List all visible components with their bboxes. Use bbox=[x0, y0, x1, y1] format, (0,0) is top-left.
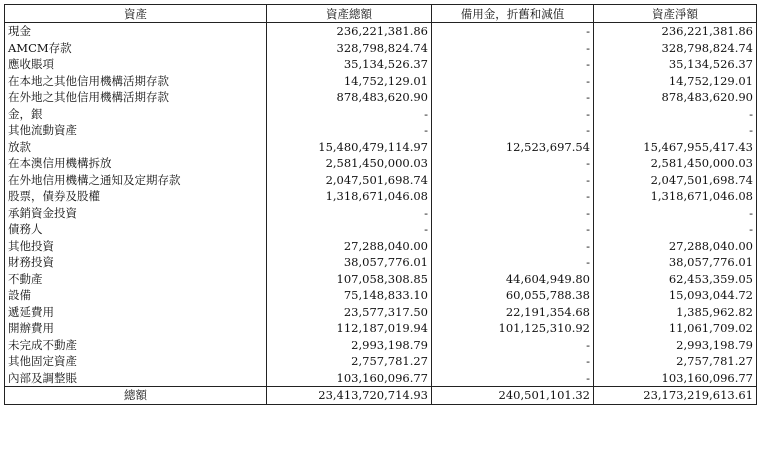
row-label: 債務人 bbox=[5, 221, 267, 238]
row-provisions: - bbox=[432, 254, 594, 271]
row-label: 金，銀 bbox=[5, 106, 267, 123]
table-row bbox=[5, 337, 757, 354]
row-provisions: - bbox=[432, 172, 594, 189]
table-row bbox=[5, 106, 757, 123]
row-provisions: 60,055,788.38 bbox=[432, 287, 594, 304]
row-label: AMCM存款 bbox=[5, 40, 267, 57]
row-net: 2,047,501,698.74 bbox=[594, 172, 757, 189]
row-gross: 112,187,019.94 bbox=[267, 320, 432, 337]
table-row bbox=[5, 73, 757, 90]
row-gross: 38,057,776.01 bbox=[267, 254, 432, 271]
row-gross: 2,047,501,698.74 bbox=[267, 172, 432, 189]
row-net: 103,160,096.77 bbox=[594, 370, 757, 387]
table-row bbox=[5, 271, 757, 288]
row-label: 內部及調整賬 bbox=[5, 370, 267, 387]
row-gross: - bbox=[267, 205, 432, 222]
row-provisions: - bbox=[432, 353, 594, 370]
row-net: 11,061,709.02 bbox=[594, 320, 757, 337]
assets-table bbox=[4, 4, 757, 405]
table-row bbox=[5, 304, 757, 321]
row-provisions: - bbox=[432, 155, 594, 172]
row-provisions: - bbox=[432, 122, 594, 139]
row-net: 2,581,450,000.03 bbox=[594, 155, 757, 172]
table-row bbox=[5, 56, 757, 73]
row-label: 其他流動資產 bbox=[5, 122, 267, 139]
row-net: 15,093,044.72 bbox=[594, 287, 757, 304]
row-provisions: - bbox=[432, 89, 594, 106]
row-net: 27,288,040.00 bbox=[594, 238, 757, 255]
row-gross: 35,134,526.37 bbox=[267, 56, 432, 73]
table-row bbox=[5, 139, 757, 156]
total-gross: 23,413,720,714.93 bbox=[267, 387, 432, 405]
row-label: 財務投資 bbox=[5, 254, 267, 271]
row-label: 在外地信用機構之通知及定期存款 bbox=[5, 172, 267, 189]
table-row bbox=[5, 205, 757, 222]
row-gross: - bbox=[267, 106, 432, 123]
header-gross: 資產總額 bbox=[267, 5, 432, 23]
row-net: 15,467,955,417.43 bbox=[594, 139, 757, 156]
total-net: 23,173,219,613.61 bbox=[594, 387, 757, 405]
header-asset: 資產 bbox=[5, 5, 267, 23]
table-row bbox=[5, 254, 757, 271]
row-label: 在外地之其他信用機構活期存款 bbox=[5, 89, 267, 106]
table-body bbox=[5, 23, 757, 387]
row-label: 其他投資 bbox=[5, 238, 267, 255]
table-row bbox=[5, 221, 757, 238]
row-provisions: - bbox=[432, 73, 594, 90]
row-gross: 2,581,450,000.03 bbox=[267, 155, 432, 172]
row-label: 放款 bbox=[5, 139, 267, 156]
row-gross: 2,757,781.27 bbox=[267, 353, 432, 370]
row-provisions: - bbox=[432, 205, 594, 222]
total-provisions: 240,501,101.32 bbox=[432, 387, 594, 405]
row-label: 在本澳信用機構拆放 bbox=[5, 155, 267, 172]
header-provisions: 備用金，折舊和減值 bbox=[432, 5, 594, 23]
row-net: - bbox=[594, 221, 757, 238]
row-label: 在本地之其他信用機構活期存款 bbox=[5, 73, 267, 90]
table-row bbox=[5, 353, 757, 370]
table-row bbox=[5, 188, 757, 205]
row-net: 1,318,671,046.08 bbox=[594, 188, 757, 205]
row-net: 2,757,781.27 bbox=[594, 353, 757, 370]
header-net: 資產淨額 bbox=[594, 5, 757, 23]
row-gross: 103,160,096.77 bbox=[267, 370, 432, 387]
row-label: 股票，債券及股權 bbox=[5, 188, 267, 205]
row-gross: 14,752,129.01 bbox=[267, 73, 432, 90]
row-net: 878,483,620.90 bbox=[594, 89, 757, 106]
row-net: 14,752,129.01 bbox=[594, 73, 757, 90]
table-row bbox=[5, 320, 757, 337]
table-row bbox=[5, 238, 757, 255]
row-gross: - bbox=[267, 221, 432, 238]
row-gross: - bbox=[267, 122, 432, 139]
row-gross: 107,058,308.85 bbox=[267, 271, 432, 288]
table-row bbox=[5, 172, 757, 189]
row-gross: 328,798,824.74 bbox=[267, 40, 432, 57]
row-gross: 15,480,479,114.97 bbox=[267, 139, 432, 156]
row-net: - bbox=[594, 122, 757, 139]
row-net: 62,453,359.05 bbox=[594, 271, 757, 288]
row-label: 開辦費用 bbox=[5, 320, 267, 337]
row-gross: 1,318,671,046.08 bbox=[267, 188, 432, 205]
row-provisions: - bbox=[432, 221, 594, 238]
row-provisions: - bbox=[432, 337, 594, 354]
table-row bbox=[5, 287, 757, 304]
row-provisions: - bbox=[432, 238, 594, 255]
row-net: 1,385,962.82 bbox=[594, 304, 757, 321]
row-net: 38,057,776.01 bbox=[594, 254, 757, 271]
row-label: 設備 bbox=[5, 287, 267, 304]
row-provisions: 101,125,310.92 bbox=[432, 320, 594, 337]
row-provisions: 44,604,949.80 bbox=[432, 271, 594, 288]
row-gross: 2,993,198.79 bbox=[267, 337, 432, 354]
row-provisions: - bbox=[432, 370, 594, 387]
row-net: - bbox=[594, 106, 757, 123]
table-row bbox=[5, 370, 757, 387]
row-provisions: 12,523,697.54 bbox=[432, 139, 594, 156]
row-label: 遞延費用 bbox=[5, 304, 267, 321]
row-net: 236,221,381.86 bbox=[594, 23, 757, 40]
row-gross: 878,483,620.90 bbox=[267, 89, 432, 106]
total-label: 總額 bbox=[5, 387, 267, 405]
row-provisions: - bbox=[432, 106, 594, 123]
row-label: 承銷資金投資 bbox=[5, 205, 267, 222]
row-provisions: 22,191,354.68 bbox=[432, 304, 594, 321]
row-label: 不動產 bbox=[5, 271, 267, 288]
table-row bbox=[5, 89, 757, 106]
table-row bbox=[5, 23, 757, 40]
row-provisions: - bbox=[432, 40, 594, 57]
row-net: 35,134,526.37 bbox=[594, 56, 757, 73]
row-provisions: - bbox=[432, 23, 594, 40]
row-provisions: - bbox=[432, 188, 594, 205]
row-gross: 236,221,381.86 bbox=[267, 23, 432, 40]
row-net: 2,993,198.79 bbox=[594, 337, 757, 354]
table-row bbox=[5, 155, 757, 172]
row-label: 其他固定資產 bbox=[5, 353, 267, 370]
row-gross: 27,288,040.00 bbox=[267, 238, 432, 255]
row-provisions: - bbox=[432, 56, 594, 73]
table-row bbox=[5, 122, 757, 139]
table-row bbox=[5, 40, 757, 57]
row-label: 應收賬項 bbox=[5, 56, 267, 73]
row-label: 未完成不動產 bbox=[5, 337, 267, 354]
row-gross: 23,577,317.50 bbox=[267, 304, 432, 321]
row-net: 328,798,824.74 bbox=[594, 40, 757, 57]
row-net: - bbox=[594, 205, 757, 222]
row-label: 現金 bbox=[5, 23, 267, 40]
total-row bbox=[5, 387, 757, 405]
row-gross: 75,148,833.10 bbox=[267, 287, 432, 304]
header-row bbox=[5, 5, 757, 23]
balance-sheet bbox=[4, 4, 756, 405]
